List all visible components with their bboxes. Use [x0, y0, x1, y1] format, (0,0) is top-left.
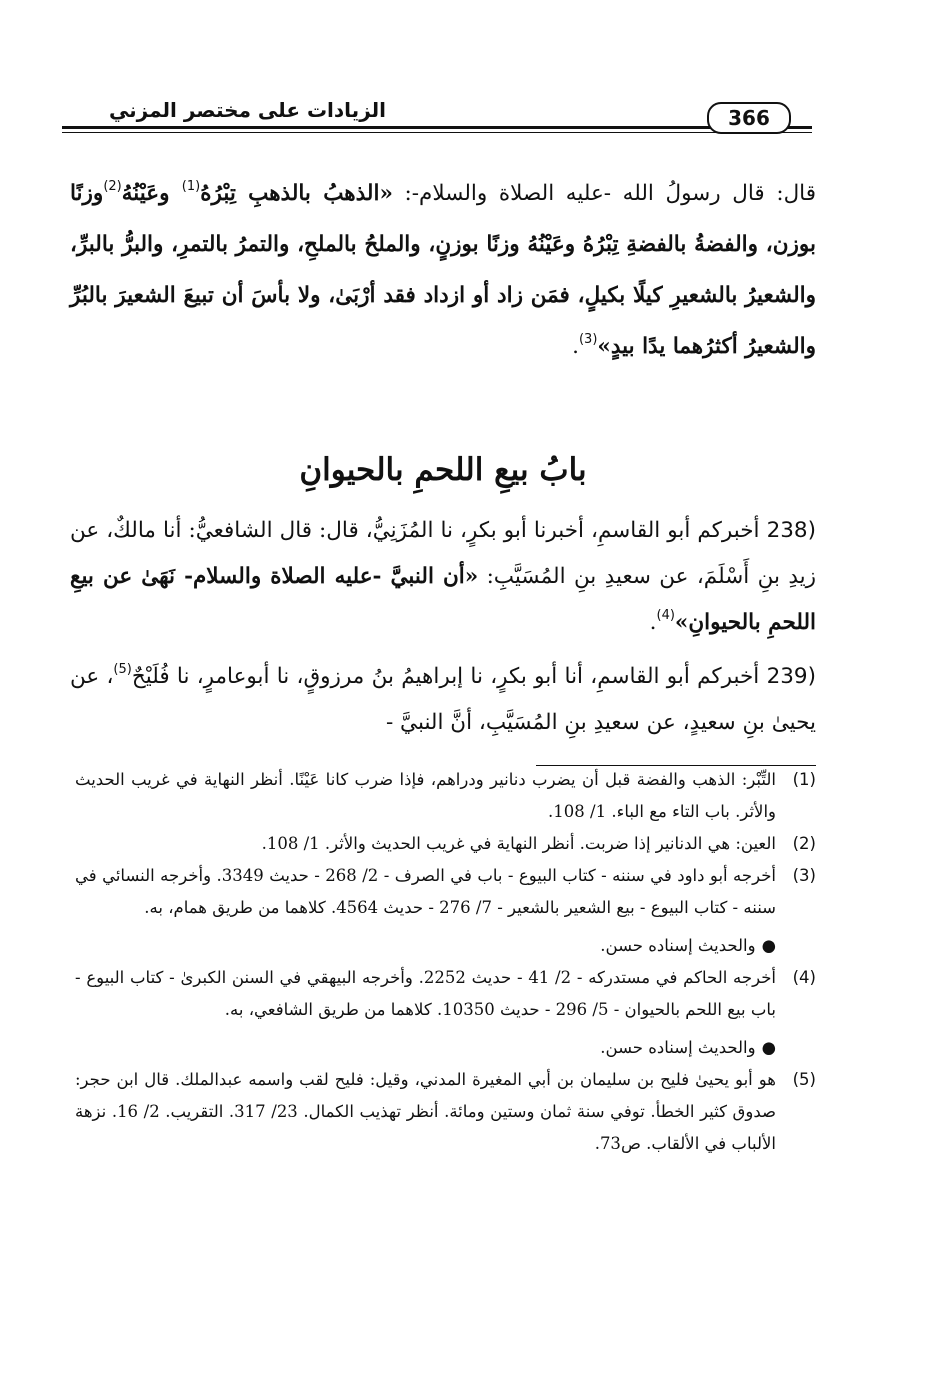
- footnote-5: [75, 1064, 816, 1160]
- footnote-marker-3[interactable]: (3): [578, 332, 598, 347]
- footnote-number: (1): [792, 770, 816, 789]
- main-paragraph: [70, 168, 816, 372]
- footnote-note-text: والحديث إسناده حسن.: [600, 936, 756, 955]
- footnote-number: (5): [792, 1070, 816, 1089]
- footnote-text: التِّبْر: الذهب والفضة قبل أن يضرب دنانير ودراهم، فإذا ضرب كانا عَيْنًا. أنظر النهاية في غريب الحديث والأثر. باب التاء مع الباء. 1/ 108.: [75, 770, 776, 821]
- bullet-icon: ●: [761, 936, 776, 955]
- footnotes: [75, 764, 816, 1160]
- footnote-marker-4[interactable]: (4): [656, 608, 675, 623]
- footnote-note-text: والحديث إسناده حسن.: [600, 1038, 756, 1057]
- footnote-3: [75, 860, 816, 962]
- footnote-4: [75, 962, 816, 1064]
- hadith-text-2: وعَيْنُهُ: [121, 181, 182, 206]
- header-rule-thick: [62, 126, 812, 129]
- header-rule-thin: [62, 132, 812, 133]
- hadith-239-isnad-a: أخبركم أبو القاسمِ، أنا أبو بكرٍ، نا إبراهيمُ بنُ مرزوقٍ، نا أبوعامرٍ، نا فُلَيْحٌ: [131, 664, 767, 689]
- footnote-text: العين: هي الدنانير إذا ضربت. أنظر النهاية في غريب الحديث والأثر. 1/ 108.: [261, 834, 776, 853]
- hadith-239: [70, 654, 816, 746]
- footnote-number: (4): [792, 968, 816, 987]
- bullet-icon: ●: [761, 1038, 776, 1057]
- footnote-marker-2[interactable]: (2): [103, 179, 122, 194]
- chapter-title: بابُ بيعِ اللحمِ بالحيوانِ: [299, 452, 587, 488]
- footnote-number: (3): [792, 866, 816, 885]
- footnote-number: (2): [792, 834, 816, 853]
- hadith-number-239: 239): [766, 664, 816, 689]
- hadith-238-matn: «أن النبيَّ -عليه الصلاة والسلام- نَهَىٰ عن بيعِ اللحمِ بالحيوانِ»: [70, 564, 816, 635]
- hadith-text-1: «الذهبُ بالذهبِ تِبْرُهُ: [200, 181, 393, 206]
- footnote-text: هو أبو يحيىٰ فليح بن سليمان بن أبي المغيرة المدني، وقيل: فليح لقب واسمه عبدالملك. قال ابن حجر: صدوق كثير الخطأ. توفي سنة ثمان وستين ومائة. أنظر تهذيب الكمال. 23/ 317. التقريب. 2/ 16. نزهة الألباب في الألقاب. ص73.: [75, 1070, 777, 1153]
- footnote-note: [75, 930, 776, 962]
- paragraph-end: .: [572, 334, 579, 359]
- footnote-note: [75, 1032, 776, 1064]
- hadith-239-isnad-b: ، عن يحيىٰ بنِ سعيدٍ، عن سعيدِ بنِ المُسَيَّبِ، أنَّ النبيَّ -: [70, 664, 816, 735]
- hadith-238: [70, 508, 816, 646]
- footnote-marker-5[interactable]: (5): [113, 662, 132, 677]
- hadith-text-3: وزنًا بوزن، والفضةُ بالفضةِ تِبْرُهُ وعَيْنُهُ وزنًا بوزنٍ، والملحُ بالملحِ، والتمرُ بالتمرِ، والبرُّ بالبرِّ، والشعيرُ بالشعيرِ كيلًا بكيلٍ، فمَن زاد أو ازداد فقد أرْبَىٰ، ولا بأسَ أن تبيعَ الشعيرَ بالبُرِّ والشعيرُ أكثرُهما يدًا بيدٍ»: [70, 181, 816, 359]
- footnote-2: [75, 828, 816, 860]
- running-title: الزيادات على مختصر المزني: [103, 98, 392, 122]
- page-header: [62, 96, 812, 136]
- footnote-text: أخرجه الحاكم في مستدركه - 2/ 41 - حديث 2252. وأخرجه البيهقي في السنن الكبرىٰ - كتاب البيوع - باب بيع اللحم بالحيوان - 5/ 296 - حديث 10350. كلاهما من طريق الشافعي، به.: [75, 968, 776, 1019]
- paragraph-lead: قال: قال رسولُ الله -عليه الصلاة والسلام-:: [392, 181, 817, 206]
- footnote-1: [75, 764, 816, 828]
- hadith-number-238: 238): [766, 518, 816, 543]
- footnote-marker-1[interactable]: (1): [181, 179, 201, 194]
- footnote-text: أخرجه أبو داود في سننه - كتاب البيوع - باب في الصرف - 2/ 268 - حديث 3349. وأخرجه النسائي في سننه - كتاب البيوع - بيع الشعير بالشعير - 7/ 276 - حديث 4564. كلاهما من طريق همام، به.: [75, 866, 776, 917]
- hadith-238-end: .: [649, 610, 657, 635]
- hadith-238-isnad: أخبركم أبو القاسمِ، أخبرنا أبو بكرٍ، نا المُزَنِيُّ، قال: قال الشافعيُّ: أنا مالكٌ، عن زيدِ بنِ أَسْلَمَ، عن سعيدِ بنِ المُسَيَّبِ:: [70, 518, 816, 589]
- page-number: 366: [707, 102, 791, 134]
